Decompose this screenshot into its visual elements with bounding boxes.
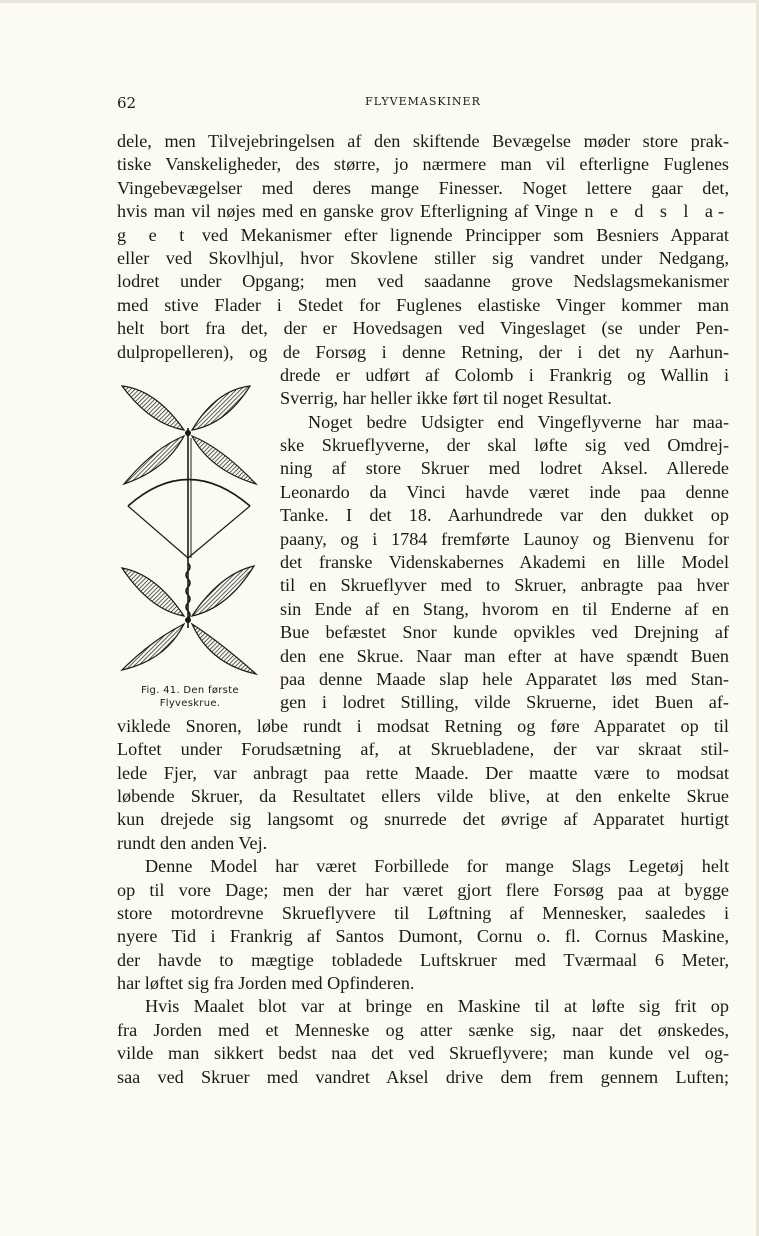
text-line: viklede Snoren, løbe rundt i modsat Retning og føre Apparatet op til — [117, 715, 729, 736]
text-line: saa ved Skruer med vandret Aksel drive dem frem gennem Luften; — [117, 1066, 729, 1087]
text-line: ning af store Skruer med lodret Aksel. Allerede — [280, 458, 729, 479]
text-line: rundt den anden Vej. — [117, 832, 268, 853]
text-line: dele, men Tilvejebringelsen af den skiftende Bevægelse møder store prak- — [117, 131, 729, 151]
page-number: 62 — [117, 94, 137, 112]
text-line: nyere Tid i Frankrig af Santos Dumont, Cornu o. fl. Cornus Maskine, — [117, 926, 729, 947]
text-line: Denne Model har været Forbillede for mange Slags Legetøj helt — [145, 856, 729, 877]
text-line: paa denne Maade slap hele Apparatet løs med Stan- — [280, 668, 729, 689]
text-line: Tanke. I det 18. Aarhundrede var den dukket op — [280, 505, 729, 526]
caption-line-1: Fig. 41. Den første — [141, 685, 239, 696]
text-fragment: hvis man vil nøjes med en ganske grov Efterligning af Vinge — [117, 201, 578, 222]
text-line: lede Fjer, var anbragt paa rette Maade. Der maatte være to modsat — [117, 762, 729, 783]
page-header — [117, 94, 729, 116]
text-line: dulpropelleren), og de Forsøg i denne Retning, der i det ny Aarhun- — [117, 341, 729, 362]
text-line: Sverrig, har heller ikke ført til noget Resultat. — [280, 388, 612, 409]
text-line: fra Jorden med et Menneske og atter sænke sig, naar det ønskedes, — [117, 1019, 729, 1040]
text-line: sin Ende af en Stang, hvorom en til Enderne af en — [280, 598, 729, 619]
text-line: Leonardo da Vinci havde været inde paa denne — [280, 481, 729, 502]
spaced-word: g e t — [117, 224, 190, 245]
text-line: eller ved Skovlhjul, hvor Skovlene stiller sig vandret under Nedgang, — [117, 247, 729, 268]
text-line: Noget bedre Udsigter end Vingeflyverne har maa- — [308, 411, 729, 432]
text-line: helt bort fra det, der er Hovedsagen ved Vingeslaget (se under Pen- — [117, 318, 729, 339]
text-line — [117, 224, 729, 247]
text-line: Loftet under Forudsætning af, at Skruebladene, der var skraat stil- — [117, 739, 729, 760]
text-line: drede er udført af Colomb i Frankrig og Wallin i — [280, 364, 729, 385]
text-line: til en Skrueflyver med to Skruer, anbragte paa hver — [280, 575, 729, 596]
text-line: Bue befæstet Snor kunde opvikles ved Drejning af — [280, 622, 729, 643]
text-line: Hvis Maalet blot var at bringe en Maskine til at løfte sig frit op — [145, 996, 729, 1017]
spaced-word: n e d s l a- — [584, 201, 729, 222]
text-line: op til vore Dage; men der har været gjort flere Forsøg paa at bygge — [117, 879, 729, 900]
text-line: løbende Skruer, da Resultatet ellers vilde blive, at den enkelte Skrue — [117, 785, 729, 806]
text-line: det franske Videnskabernes Akademi en lille Model — [280, 552, 729, 573]
text-line: med stive Flader i Stedet for Fuglenes elastiske Vinger kommer man — [117, 294, 729, 315]
text-line: gen i lodret Stilling, vilde Skruerne, idet Buen af- — [280, 692, 729, 713]
text-line: der havde to mægtige tobladede Luftskruer med Tværmaal 6 Meter, — [117, 949, 729, 970]
text-line: ske Skrueflyverne, der skal løfte sig ved Omdrej- — [280, 435, 729, 456]
text-line: tiske Vanskeligheder, des større, jo nærmere man vil efterligne Fuglenes — [117, 154, 729, 175]
text-line: kun drejede sig langsomt og snurrede det øvrige af Apparatet hurtigt — [117, 809, 729, 830]
text-line: Vingebevægelser med deres mange Finesser. Noget lettere gaar det, — [117, 177, 729, 198]
caption-line-2: Flyveskrue. — [159, 698, 221, 709]
running-title: FLYVEMASKINER — [365, 95, 481, 108]
body-text — [117, 130, 729, 1089]
text-line: den ene Skrue. Naar man efter at have spændt Buen — [280, 645, 729, 666]
text-line: store motordrevne Skrueflyvere til Løftning af Mennesker, saaledes i — [117, 902, 729, 923]
text-line: paany, og i 1784 fremførte Launoy og Bienvenu for — [280, 528, 729, 549]
text-fragment: ved Mekanismer efter lignende Principper som Besniers Apparat — [189, 224, 729, 245]
text-line — [117, 200, 729, 223]
text-line: lodret under Opgang; men ved saadanne grove Nedslagsmekanismer — [117, 271, 729, 292]
text-line: har løftet sig fra Jorden med Opfinderen. — [117, 973, 415, 994]
text-line: vilde man sikkert bedst naa det ved Skrueflyvere; man kunde vel og- — [117, 1043, 729, 1064]
